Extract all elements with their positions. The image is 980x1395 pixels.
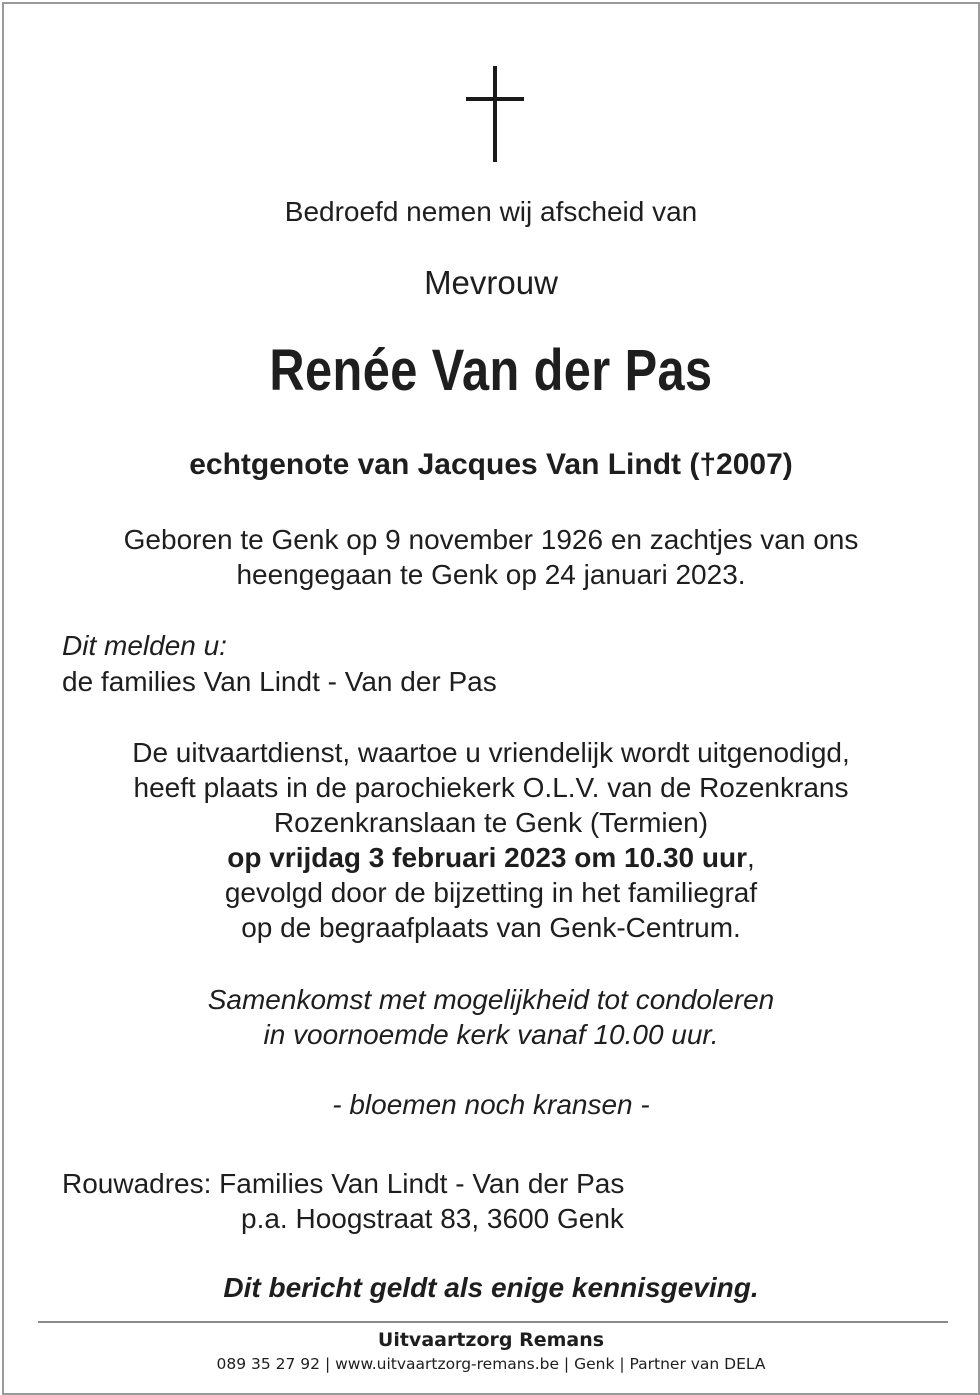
birth-death-paragraph xyxy=(4,522,978,592)
flowers-note: - bloemen noch kransen - xyxy=(332,1089,650,1120)
footer-divider xyxy=(38,1321,948,1323)
service-line-1: De uitvaartdienst, waartoe u vriendelijk wordt uitgenodigd, xyxy=(132,737,850,768)
birth-line-1: Geboren te Genk op 9 november 1926 en zachtjes van ons xyxy=(123,524,859,555)
birth-line-2: heengegaan te Genk op 24 januari 2023. xyxy=(236,559,746,590)
gathering-paragraph xyxy=(4,982,978,1052)
service-line-6: op de begraafplaats van Genk-Centrum. xyxy=(241,912,741,943)
address-line-2: p.a. Hoogstraat 83, 3600 Genk xyxy=(241,1203,624,1234)
announcers-label: Dit melden u: xyxy=(62,630,227,661)
intro-text: Bedroefd nemen wij afscheid van xyxy=(284,196,698,227)
service-line-5: gevolgd door de bijzetting in het familiegraf xyxy=(224,877,758,908)
funeral-company-name: Uitvaartzorg Remans xyxy=(377,1329,605,1351)
cross-icon xyxy=(466,66,524,162)
deceased-name: Renée Van der Pas xyxy=(269,338,713,403)
service-paragraph xyxy=(4,735,978,945)
service-line-3: Rozenkranslaan te Genk (Termien) xyxy=(273,807,709,838)
service-date: op vrijdag 3 februari 2023 om 10.30 uur xyxy=(227,842,747,873)
service-date-line xyxy=(4,840,978,875)
gathering-line-1: Samenkomst met mogelijkheid tot condoleren xyxy=(207,984,775,1015)
honorific: Mevrouw xyxy=(424,264,558,301)
final-statement: Dit bericht geldt als enige kennisgeving. xyxy=(223,1272,759,1303)
service-date-comma: , xyxy=(746,842,755,873)
funeral-company-contact: 089 35 27 92 | www.uitvaartzorg-remans.be | Genk | Partner van DELA xyxy=(216,1355,766,1373)
service-line-2: heeft plaats in de parochiekerk O.L.V. van de Rozenkrans xyxy=(133,772,849,803)
gathering-line-2: in voornoemde kerk vanaf 10.00 uur. xyxy=(263,1019,719,1050)
spouse-line: echtgenote van Jacques Van Lindt (†2007) xyxy=(189,448,793,481)
announcers: de families Van Lindt - Van der Pas xyxy=(62,666,497,697)
obituary-card xyxy=(2,2,980,1395)
address-line-1: Rouwadres: Families Van Lindt - Van der Pas xyxy=(62,1168,625,1199)
